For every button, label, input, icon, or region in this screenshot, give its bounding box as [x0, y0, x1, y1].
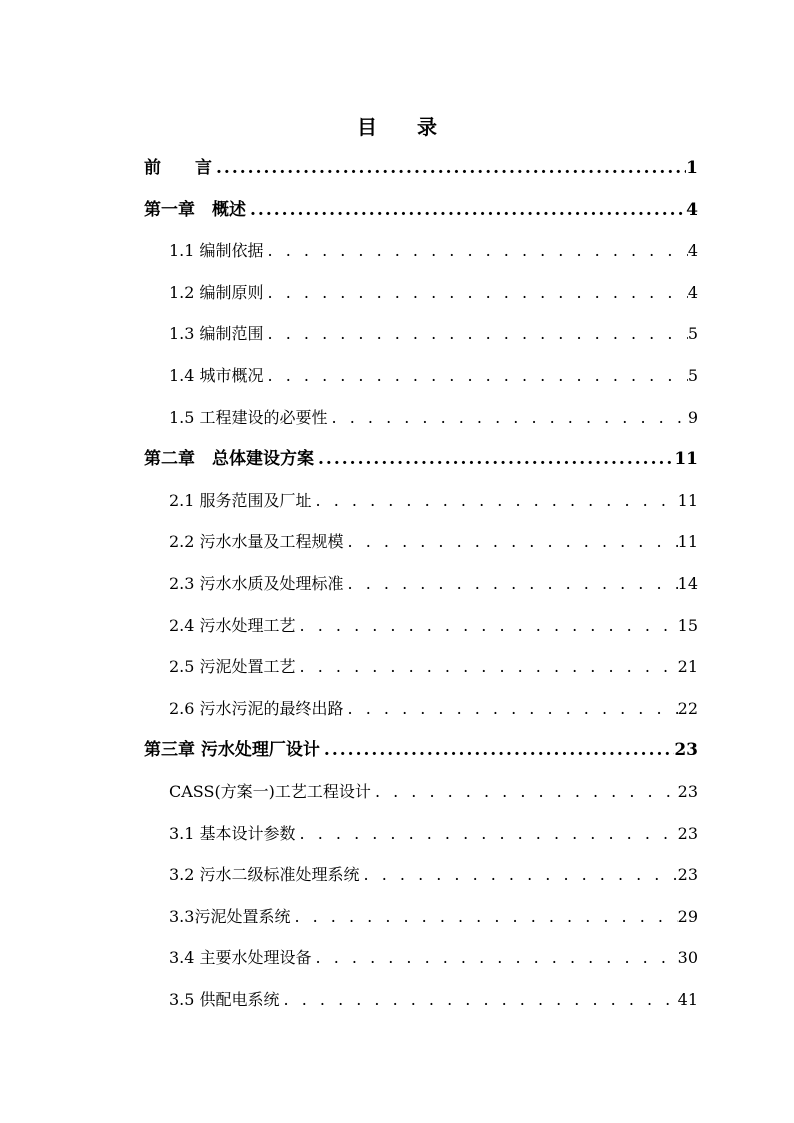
toc-entry-label: 1.3 编制范围: [169, 324, 264, 343]
toc-entry-label: 3.4 主要水处理设备: [169, 948, 312, 967]
toc-section-entry[interactable]: [169, 654, 698, 680]
toc-section-entry[interactable]: [169, 696, 698, 722]
toc-page-number: 11: [677, 532, 698, 551]
toc-section-entry[interactable]: [169, 987, 698, 1013]
toc-entry-label: 第一章 概述: [144, 200, 246, 220]
toc-chapter-entry[interactable]: [144, 155, 698, 181]
toc-page-number: 41: [677, 990, 698, 1009]
toc-section-entry[interactable]: [169, 571, 698, 597]
toc-section-entry[interactable]: [169, 488, 698, 514]
toc-dot-leader: [296, 654, 678, 680]
toc-entry-label: 2.5 污泥处置工艺: [169, 657, 296, 676]
toc-chapter-entry[interactable]: [144, 197, 698, 223]
toc-entry-label: 1.2 编制原则: [169, 283, 264, 302]
toc-entry-label: 1.4 城市概况: [169, 366, 264, 385]
toc-page-number: 11: [677, 491, 698, 510]
toc-entry-label: 3.2 污水二级标准处理系统: [169, 865, 360, 884]
toc-dot-leader: [360, 862, 678, 888]
toc-section-entry[interactable]: [169, 821, 698, 847]
toc-section-entry[interactable]: [169, 613, 698, 639]
toc-page-number: 23: [677, 824, 698, 843]
toc-entry-label: 2.6 污水污泥的最终出路: [169, 699, 344, 718]
toc-page-number: 14: [677, 574, 698, 593]
toc-dot-leader: [290, 904, 677, 930]
toc-dot-leader: [280, 987, 678, 1013]
toc-page-number: 22: [677, 699, 698, 718]
toc-dot-leader: [371, 779, 678, 805]
toc-section-entry[interactable]: [169, 238, 698, 264]
toc-dot-leader: [296, 821, 678, 847]
toc-section-entry[interactable]: [169, 280, 698, 306]
toc-dot-leader: [296, 613, 678, 639]
toc-section-entry[interactable]: [169, 529, 698, 555]
toc-page-number: 4: [686, 200, 698, 220]
toc-dot-leader: [328, 405, 688, 431]
toc-page-number: 4: [687, 283, 698, 302]
toc-dot-leader: [264, 238, 688, 264]
toc-chapter-entry[interactable]: [144, 737, 698, 763]
toc-chapter-entry[interactable]: [144, 446, 698, 472]
toc-page-number: 29: [677, 907, 698, 926]
toc-section-entry[interactable]: [169, 321, 698, 347]
toc-entry-label: 3.3污泥处置系统: [169, 907, 291, 926]
toc-dot-leader: [212, 155, 686, 181]
toc-entry-label: 1.5 工程建设的必要性: [169, 408, 328, 427]
toc-entry-label: 2.3 污水水质及处理标准: [169, 574, 344, 593]
page-title: 目 录: [357, 115, 437, 139]
toc-section-entry[interactable]: [169, 363, 698, 389]
toc-entry-label: 2.4 污水处理工艺: [169, 616, 296, 635]
toc-dot-leader: [320, 737, 674, 763]
toc-dot-leader: [344, 529, 678, 555]
toc-dot-leader: [344, 571, 678, 597]
toc-entry-label: 2.1 服务范围及厂址: [169, 491, 312, 510]
toc-page-number: 15: [677, 616, 698, 635]
toc-page-number: 23: [677, 865, 698, 884]
toc-entry-label: 3.5 供配电系统: [169, 990, 280, 1009]
toc-page-number: 23: [677, 782, 698, 801]
toc-page-number: 4: [687, 241, 698, 260]
toc-dot-leader: [312, 945, 678, 971]
toc-section-entry[interactable]: [169, 945, 698, 971]
toc-page-number: 5: [687, 366, 698, 385]
toc-dot-leader: [344, 696, 678, 722]
toc-entry-label: 第三章 污水处理厂设计: [144, 740, 320, 760]
toc-page-number: 11: [674, 449, 698, 469]
toc-page-number: 23: [674, 740, 698, 760]
toc-page-number: 9: [687, 408, 698, 427]
toc-dot-leader: [264, 363, 688, 389]
toc-dot-leader: [246, 197, 686, 223]
toc-dot-leader: [312, 488, 678, 514]
toc-page-number: 21: [677, 657, 698, 676]
toc-entry-label: 前 言: [144, 158, 212, 178]
toc-entry-label: 2.2 污水水量及工程规模: [169, 532, 344, 551]
toc-page-number: 5: [687, 324, 698, 343]
toc-entry-label: 第二章 总体建设方案: [144, 449, 314, 469]
toc-page-number: 1: [686, 158, 698, 178]
toc-section-entry[interactable]: [169, 904, 698, 930]
toc-section-entry[interactable]: [169, 405, 698, 431]
toc-section-entry[interactable]: [169, 779, 698, 805]
toc-page-number: 30: [677, 948, 698, 967]
toc-entry-label: 3.1 基本设计参数: [169, 824, 296, 843]
toc-section-entry[interactable]: [169, 862, 698, 888]
toc-dot-leader: [314, 446, 674, 472]
toc-dot-leader: [264, 280, 688, 306]
toc-entry-label: 1.1 编制依据: [169, 241, 264, 260]
toc-dot-leader: [264, 321, 688, 347]
toc-entry-label: CASS(方案一)工艺工程设计: [169, 782, 371, 801]
